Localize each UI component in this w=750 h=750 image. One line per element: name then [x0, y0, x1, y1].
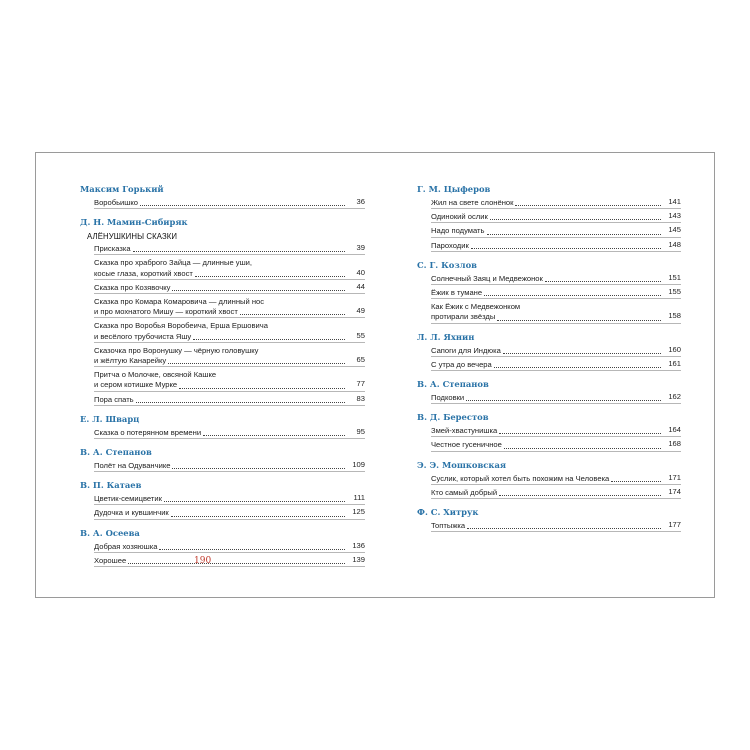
toc-entry[interactable] — [94, 395, 365, 406]
entry-title-line: Одинокий ослик — [431, 212, 488, 222]
entry-page-number: 171 — [668, 472, 681, 482]
entry-page-number: 125 — [352, 507, 365, 517]
entry-title-line: Честное гусеничное — [431, 440, 502, 450]
entry-title — [94, 244, 365, 254]
entry-page-number: 111 — [353, 493, 365, 503]
entry-title-line: С утра до вечера — [431, 359, 492, 369]
leader-dots — [471, 247, 661, 249]
entry-title-line: и про мохнатого Мишу — короткий хвост — [94, 307, 238, 317]
toc-entry[interactable] — [94, 297, 365, 318]
entry-title — [94, 395, 365, 405]
entry-title — [94, 428, 365, 438]
entry-title-line: Пароходик — [431, 240, 469, 250]
leader-dots — [611, 480, 661, 482]
leader-dots — [467, 527, 661, 529]
entry-page-number: 158 — [668, 311, 681, 321]
leader-dots — [171, 515, 345, 517]
entry-title-line: косые глаза, короткий хвост — [94, 268, 193, 278]
author-name: В. А. Степанов — [80, 447, 152, 458]
toc-entry[interactable] — [431, 241, 681, 252]
entry-title — [94, 198, 365, 208]
entry-title — [431, 241, 681, 251]
collection-title: АЛЁНУШКИНЫ СКАЗКИ — [87, 232, 178, 242]
entry-title-line: Дудочка и кувшинчик — [94, 508, 169, 518]
leader-dots — [168, 362, 345, 364]
toc-entry[interactable] — [431, 288, 681, 299]
entry-title-line: Сказка про Козявочку — [94, 282, 171, 292]
leader-dots — [497, 319, 661, 321]
leader-dots — [240, 313, 345, 315]
entry-page-number: 39 — [356, 243, 365, 253]
entry-title-line: Полёт на Одуванчике — [94, 461, 171, 471]
toc-entry[interactable] — [431, 474, 681, 485]
author-name: Максим Горький — [80, 184, 164, 194]
leader-dots — [164, 500, 345, 502]
toc-entry[interactable] — [431, 488, 681, 499]
entry-page-number: 141 — [668, 197, 681, 206]
entry-page-number: 40 — [356, 267, 365, 277]
leader-dots — [136, 401, 345, 403]
toc-entry[interactable] — [431, 226, 681, 237]
entry-page-number: 139 — [352, 554, 365, 564]
entry-title-line: Суслик, который хотел быть похожим на Человека — [431, 473, 610, 483]
entry-title — [431, 474, 681, 484]
leader-dots — [159, 548, 345, 550]
entry-title-line: и сером котишке Мурке — [94, 380, 178, 390]
entry-title-line: Добрая хозяюшка — [94, 541, 158, 551]
entry-title-line: Надо подумать — [431, 226, 485, 236]
entry-title — [431, 426, 681, 436]
entry-title — [94, 542, 365, 552]
leader-dots — [203, 434, 345, 436]
entry-title-line: Воробьишко — [94, 198, 139, 207]
leader-dots — [466, 399, 661, 401]
entry-title — [431, 360, 681, 370]
leader-dots — [504, 447, 661, 449]
entry-page-number: 83 — [356, 393, 365, 403]
entry-title-line: Хорошее — [94, 555, 127, 565]
entry-title — [94, 283, 365, 293]
entry-title-line: Сапоги для Индюка — [431, 345, 501, 355]
entry-page-number: 164 — [668, 425, 681, 435]
toc-entry[interactable] — [94, 346, 365, 367]
leader-dots — [193, 338, 345, 340]
leader-dots — [487, 233, 662, 235]
entry-title-line: Сказка о потерянном времени — [94, 427, 202, 437]
author-name: В. П. Катаев — [80, 480, 142, 491]
entry-title — [431, 521, 681, 531]
entry-title — [431, 393, 681, 403]
entry-title — [431, 226, 681, 236]
entry-page-number: 161 — [668, 358, 681, 368]
leader-dots — [490, 218, 661, 220]
entry-title-line: Подковки — [431, 393, 465, 403]
entry-page-number: 95 — [356, 426, 365, 436]
entry-page-number: 155 — [668, 287, 681, 297]
leader-dots — [179, 387, 345, 389]
toc-entry[interactable] — [94, 198, 365, 209]
entry-page-number: 162 — [668, 392, 681, 402]
entry-title — [431, 212, 681, 222]
author-name: Л. Л. Яхнин — [417, 331, 475, 342]
toc-entry[interactable] — [431, 360, 681, 371]
entry-title-line: Ёжик в тумане — [431, 288, 483, 298]
entry-title-line: Как Ёжик с Медвежонком — [431, 302, 521, 312]
entry-title-line: Притча о Молочке, овсяной Кашке — [94, 370, 217, 380]
entry-title-line: Сказка про храброго Зайца — длинные уши, — [94, 258, 253, 268]
entry-title-line: Сказка про Воробья Воробеича, Ерша Ершовича — [94, 321, 268, 331]
toc-entry[interactable] — [431, 302, 681, 323]
toc-entry[interactable] — [431, 440, 681, 451]
entry-page-number: 148 — [668, 239, 681, 249]
toc-entry[interactable] — [431, 426, 681, 437]
toc-entry[interactable] — [94, 556, 365, 567]
entry-title-line: Сказка про Комара Комаровича — длинный нос — [94, 297, 265, 307]
toc-entry[interactable] — [94, 461, 365, 472]
entry-page-number: 36 — [356, 197, 365, 206]
toc-entry[interactable] — [94, 321, 365, 342]
author-name: Э. Э. Мошковская — [417, 459, 507, 470]
leader-dots — [172, 289, 345, 291]
entry-title — [94, 461, 365, 471]
entry-page-number: 55 — [356, 330, 365, 340]
entry-title-line: Кто самый добрый — [431, 487, 498, 497]
author-name: В. А. Осеева — [80, 527, 140, 538]
entry-title-line: Топтыжка — [431, 521, 466, 531]
toc-entry[interactable] — [431, 198, 681, 209]
entry-title — [431, 346, 681, 356]
entry-page-number: 44 — [356, 281, 365, 291]
entry-page-number: 143 — [668, 211, 681, 221]
leader-dots — [499, 432, 661, 434]
entry-page-number: 65 — [356, 355, 365, 365]
entry-title — [431, 488, 681, 498]
leader-dots — [128, 562, 345, 564]
toc-entry[interactable] — [431, 346, 681, 357]
leader-dots — [484, 294, 661, 296]
leader-dots — [195, 275, 345, 277]
leader-dots — [140, 204, 345, 206]
leader-dots — [545, 280, 661, 282]
toc-entry[interactable] — [94, 542, 365, 553]
author-name: Г. М. Цыферов — [417, 184, 491, 194]
entry-page-number: 109 — [352, 460, 365, 470]
entry-page-number: 136 — [352, 540, 365, 550]
toc-entry[interactable] — [94, 508, 365, 519]
entry-title-line: Сказочка про Воронушку — чёрную головушку — [94, 345, 259, 355]
entry-page-number: 151 — [668, 272, 681, 282]
author-name: Ф. С. Хитрук — [417, 507, 479, 518]
toc-entry[interactable] — [94, 494, 365, 505]
toc-left-column — [80, 184, 365, 570]
entry-title — [431, 440, 681, 450]
toc-right-column — [417, 184, 681, 535]
toc-entry[interactable] — [94, 258, 365, 279]
entry-page-number: 77 — [356, 379, 365, 389]
toc-entry[interactable] — [431, 393, 681, 404]
entry-title-line: Солнечный Заяц и Медвежонок — [431, 273, 543, 283]
entry-page-number: 160 — [668, 344, 681, 354]
toc-entry[interactable] — [431, 521, 681, 532]
entry-title-line: протирали звёзды — [431, 312, 496, 322]
toc-entry[interactable] — [94, 244, 365, 255]
toc-entry[interactable] — [94, 370, 365, 391]
leader-dots — [503, 352, 661, 354]
entry-title — [431, 198, 681, 208]
toc-entry[interactable] — [94, 283, 365, 294]
author-name: В. Д. Берестов — [417, 412, 489, 423]
entry-page-number: 168 — [668, 439, 681, 449]
book-spread — [35, 152, 715, 598]
author-name: В. А. Степанов — [417, 379, 489, 390]
entry-title-line: Пора спать — [94, 394, 134, 404]
entry-page-number: 177 — [668, 520, 681, 530]
entry-title-line: Присказка — [94, 244, 131, 254]
entry-title — [431, 274, 681, 284]
entry-page-number: 145 — [668, 225, 681, 235]
entry-title-line: Змей-хвастунишка — [431, 426, 498, 436]
entry-title-line: Цветик-семицветик — [94, 494, 162, 504]
entry-title-line: Жил на свете слонёнок — [431, 198, 514, 207]
toc-entry[interactable] — [94, 428, 365, 439]
toc-entry[interactable] — [431, 212, 681, 223]
leader-dots — [133, 250, 345, 252]
leader-dots — [172, 467, 345, 469]
author-name: С. Г. Козлов — [417, 259, 477, 270]
leader-dots — [494, 366, 661, 368]
entry-title-line: и весёлого трубочиста Яшу — [94, 331, 192, 341]
entry-title — [94, 494, 365, 504]
entry-title — [431, 288, 681, 298]
entry-page-number: 174 — [668, 486, 681, 496]
leader-dots — [499, 494, 661, 496]
entry-title — [94, 556, 365, 566]
entry-title-line: и жёлтую Канарейку — [94, 356, 167, 366]
entry-page-number: 49 — [356, 306, 365, 316]
entry-title — [94, 508, 365, 518]
author-name: Д. Н. Мамин-Сибиряк — [80, 217, 188, 228]
toc-entry[interactable] — [431, 274, 681, 285]
author-name: Е. Л. Шварц — [80, 413, 140, 424]
page-number: 190 — [194, 556, 212, 566]
leader-dots — [515, 204, 661, 206]
